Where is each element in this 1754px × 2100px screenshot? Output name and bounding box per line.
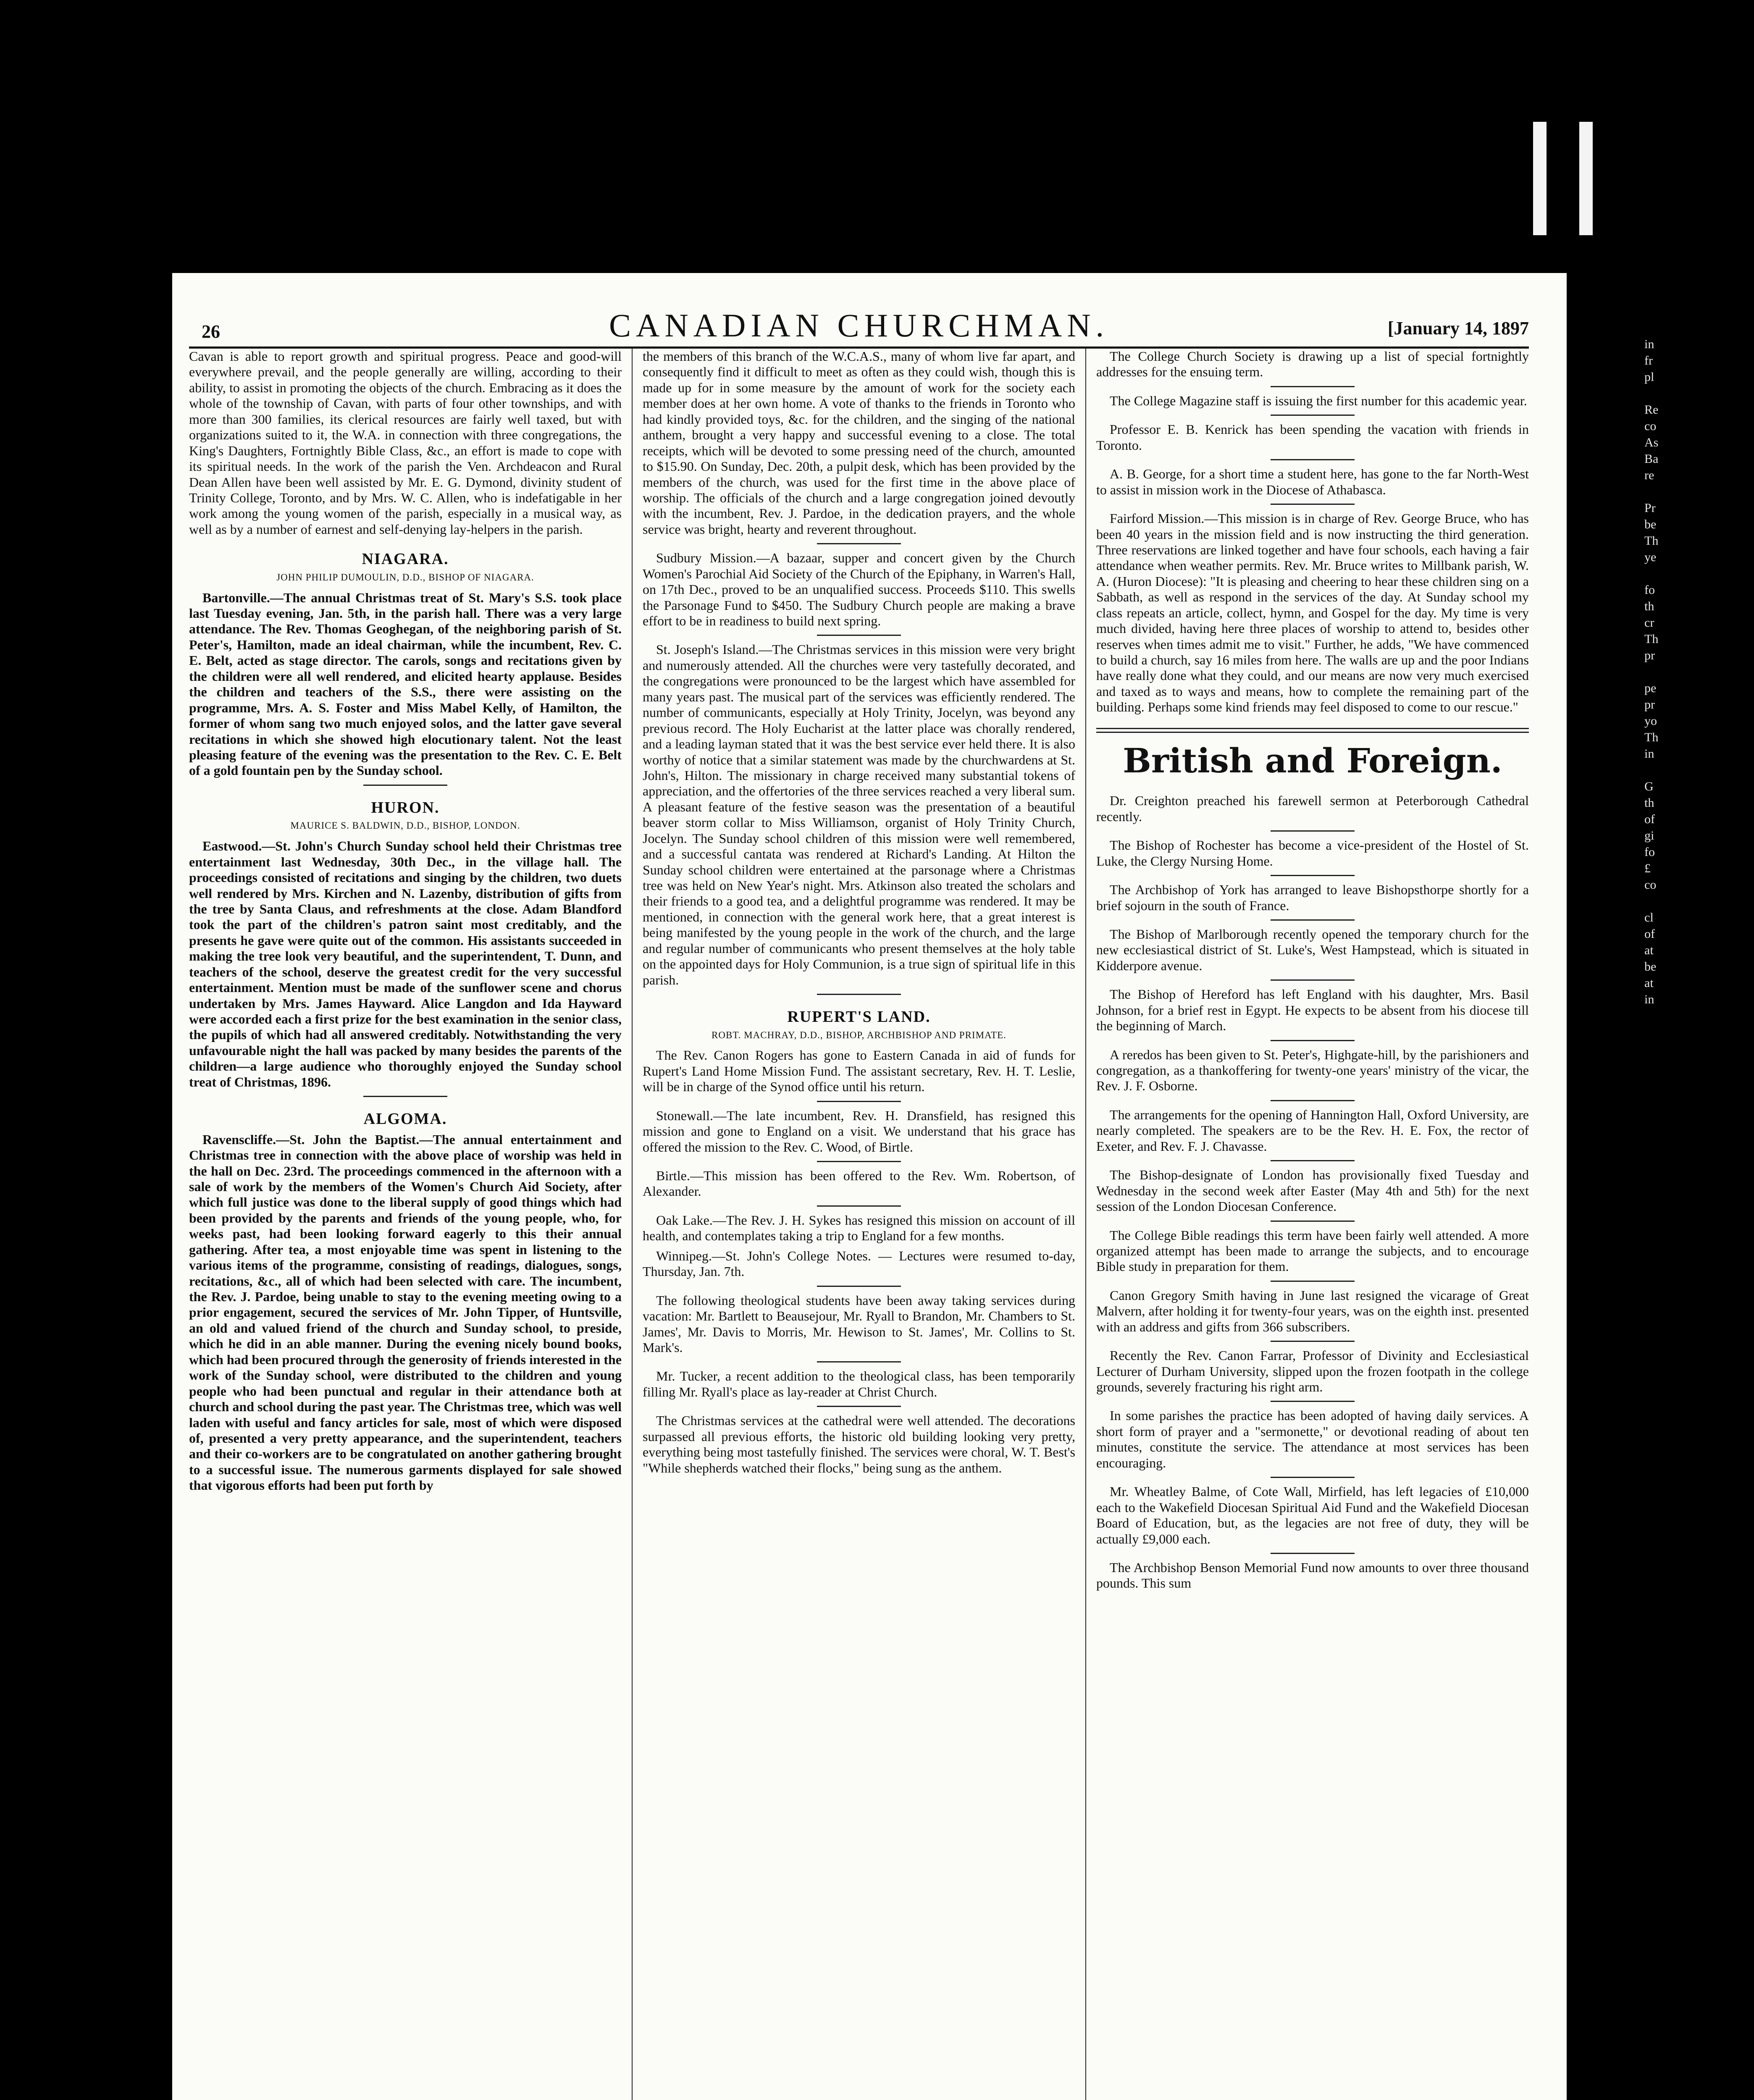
divider <box>817 543 901 544</box>
divider <box>1271 979 1355 981</box>
divider <box>817 1361 901 1362</box>
scan-bar-top-left <box>1533 122 1547 235</box>
divider <box>363 1096 447 1097</box>
article-benson-memorial: The Archbishop Benson Memorial Fund now amounts to over three thousand pounds. This sum <box>1096 1559 1529 1591</box>
divider <box>817 635 901 636</box>
article-professor-kenrick: Professor E. B. Kenrick has been spending the vacation with friends in Toronto. <box>1096 422 1529 453</box>
divider <box>817 994 901 995</box>
article-daily-services: In some parishes the practice has been adopted of having daily services. A short form of prayer and a "sermonette," or devotional reading of about ten minutes, constitute the service. The attendance at most services has been encouraging. <box>1096 1408 1529 1470</box>
article-cathedral: The Christmas services at the cathedral were well attended. The decorations surpassed all previous efforts, the historic old building looking very pretty, everything being most tastefully finished. The services were choral, W. T. Best's "While shepherds watched their flocks," being sung as the anthem. <box>643 1413 1075 1475</box>
divider <box>817 1406 901 1407</box>
column-1 <box>189 349 622 2100</box>
divider <box>1271 1160 1355 1161</box>
article-eastwood: Eastwood.—St. John's Church Sunday school held their Christmas tree entertainment last Wednesday, 30th Dec., in the village hall. The proceedings consisted of recitations and singing by the children, two duets well rendered by Mrs. Kirchen and N. Lazenby, distribution of gifts from the tree by Santa Claus, and refreshments at the close. Adam Blandford took the part of the children's patron saint most creditably, and the presents he gave were quite out of the common. His assistants succeeded in making the tree look very beautiful, and the superintendent, T. Dunn, and teachers of the school, deserve the greatest credit for the very successful entertainment. Mention must be made of the sunflower scene and chorus undertaken by Mrs. James Hayward. Alice Langdon and Ida Hayward were accorded each a first prize for the best examination in the senior class, the pupils of which had all answered creditably. Notwithstanding the very unfavourable night the hall was packed by many besides the parents of the children—a large audience who thoroughly enjoyed the Sunday school treat of Christmas, 1896. <box>189 838 622 1089</box>
divider <box>1271 1553 1355 1554</box>
bishop-line-huron: MAURICE S. BALDWIN, D.D., BISHOP, LONDON. <box>290 820 520 831</box>
next-page-fragment: in fr pl Re co As Ba re Pr be Th ye fo th cr Th pr pe pr yo Th in G th of gi fo £ co cl of at be at in <box>1644 337 1659 1006</box>
divider <box>1271 919 1355 921</box>
divider <box>1271 504 1355 505</box>
divider <box>817 1286 901 1287</box>
article-birtle: Birtle.—This mission has been offered to the Rev. Wm. Robertson, of Alexander. <box>643 1168 1075 1199</box>
article-college-church-society: The College Church Society is drawing up a list of special fortnightly addresses for the ensuing term. <box>1096 349 1529 380</box>
section-heading-niagara: NIAGARA. <box>362 550 449 568</box>
issue-date: [January 14, 1897 <box>1387 318 1529 339</box>
bishop-line-niagara: JOHN PHILIP DUMOULIN, D.D., BISHOP OF NIAGARA. <box>276 572 534 583</box>
article-cavan: Cavan is able to report growth and spiritual progress. Peace and good-will everywhere prevail, and the people generally are willing, according to their ability, to assist in promoting the objects of the church. Embracing as it does the whole of the township of Cavan, with parts of four other townships, and with more than 300 families, its clerical resources are fairly well taxed, but with organizations suited to it, the W.A. in connection with three congregations, the King's Daughters, Fortnightly Bible Class, &c., an effort is made to cope with its spiritual needs. In the work of the parish the Ven. Archdeacon and Rural Dean Allen have been well assisted by Mr. E. G. Dymond, divinity student of Trinity College, Toronto, and by Mrs. W. C. Allen, who is indefatigable in her work among the young women of the parish, especially in a musical way, as well as by a number of earnest and self-denying lay-helpers in the parish. <box>189 349 622 537</box>
article-mr-tucker: Mr. Tucker, a recent addition to the theological class, has been temporarily filling Mr. Ryall's place as lay-reader at Christ Church. <box>643 1368 1075 1399</box>
article-oak-lake: Oak Lake.—The Rev. J. H. Sykes has resigned this mission on account of ill health, and contemplates taking a trip to England for a few months. <box>643 1212 1075 1244</box>
article-students: The following theological students have been away taking services during vacation: Mr. Bartlett to Beausejour, Mr. Ryall to Brandon, Mr. Chambers to St. James', Mr. Davis to Morris, Mr. Hewison to St. James', Mr. Collins to St. Mark's. <box>643 1292 1075 1355</box>
article-marlborough: The Bishop of Marlborough recently opened the temporary church for the new ecclesiastical district of St. Luke's, West Hampstead, which is situated in Kidderpore avenue. <box>1096 926 1529 973</box>
divider <box>1271 459 1355 460</box>
article-rochester: The Bishop of Rochester has become a vice-president of the Hostel of St. Luke, the Clergy Nursing Home. <box>1096 837 1529 869</box>
divider <box>1271 386 1355 387</box>
article-hereford: The Bishop of Hereford has left England with his daughter, Mrs. Basil Johnson, for a brief rest in Egypt. He expects to be absent from his diocese till the beginning of March. <box>1096 987 1529 1034</box>
article-york: The Archbishop of York has arranged to leave Bishopsthorpe shortly for a brief sojourn in the south of France. <box>1096 882 1529 913</box>
article-bartonville: Bartonville.—The annual Christmas treat of St. Mary's S.S. took place last Tuesday evening, Jan. 5th, in the parish hall. There was a very large attendance. The Rev. Thomas Geoghegan, of the neighboring parish of St. Peter's, Hamilton, made an ideal chairman, while the incumbent, Rev. C. E. Belt, acted as stage director. The carols, songs and recitations given by the children were all well rendered, and elicited hearty applause. Besides the children and teachers of the S.S., there were assisting on the programme, Mrs. A. S. Foster and Miss Mabel Kelly, of Hamilton, the former of whom sang two much enjoyed solos, and the latter gave several recitations in which she showed high elocutionary talent. Not the least pleasing feature of the evening was the presentation to the Rev. C. E. Belt of a gold fountain pen by the Sunday school. <box>189 590 622 778</box>
section-heading-huron: HURON. <box>371 798 440 816</box>
article-canon-gregory-smith: Canon Gregory Smith having in June last resigned the vicarage of Great Malvern, after holding it for twenty-four years, was on the eighth inst. presented with an address and gifts from 366 subscribers. <box>1096 1287 1529 1334</box>
divider <box>1271 830 1355 832</box>
divider <box>1271 1477 1355 1478</box>
article-ravenscliffe: Ravenscliffe.—St. John the Baptist.—The annual entertainment and Christmas tree in connection with the above place of worship was held in the hall on Dec. 23rd. The proceedings commenced in the afternoon with a sale of work by the members of the Women's Church Aid Society, after which full justice was done to the liberal supply of good things which had been provided by the parents and friends of the young people, who, for weeks past, had been looking forward eagerly to this their annual gathering. After tea, a most enjoyable time was spent in listening to the various items of the programme, consisting of readings, dialogues, songs, recitations, &c., all of which had been selected with care. The incumbent, the Rev. J. Pardoe, being unable to stay to the evening meeting owing to a prior engagement, secured the services of Mr. John Tipper, of Huntsville, an old and valued friend of the church and Sunday school, to preside, which he did in an able manner. During the evening nicely bound books, which had been procured through the generosity of friends interested in the work of the Sunday school, were distributed to the children and young people who had been punctual and regular in their attendance both at church and school during the past year. The Christmas tree, which was well laden with useful and fancy articles for sale, most of which were disposed of, presented a very pretty appearance, and the superintendent, teachers and their co-workers are to be congratulated on another gathering brought to a successful issue. The numerous garments displayed for sale showed that vigorous efforts had been put forth by <box>189 1131 622 1493</box>
divider <box>817 1205 901 1207</box>
divider <box>817 1161 901 1162</box>
article-college-magazine: The College Magazine staff is issuing the first number for this academic year. <box>1110 393 1527 408</box>
article-creighton: Dr. Creighton preached his farewell sermon at Peterborough Cathedral recently. <box>1096 793 1529 824</box>
article-sudbury: Sudbury Mission.—A bazaar, supper and concert given by the Church Women's Parochial Aid Society of the Church of the Epiphany, in Warren's Hall, on 17th Dec., proved to be an unqualified success. Proceeds $110. This swells the Parsonage Fund to $450. The Sudbury Church people are making a brave effort to be in readiness to build next spring. <box>643 550 1075 628</box>
divider <box>817 1101 901 1102</box>
divider <box>1271 1341 1355 1342</box>
divider <box>1271 1281 1355 1282</box>
section-divider <box>1096 728 1529 733</box>
section-heading-ruperts-land: RUPERT'S LAND. <box>787 1008 931 1026</box>
article-stonewall: Stonewall.—The late incumbent, Rev. H. Dransfield, has resigned this mission and gone to England on a visit. We understand that his grace has offered the mission to the Rev. C. Wood, of Birtle. <box>643 1108 1075 1155</box>
scan-bar-top-right <box>1579 122 1593 235</box>
divider <box>1271 415 1355 416</box>
section-heading-british-foreign: British and Foreign. <box>1123 740 1502 780</box>
divider <box>363 785 447 786</box>
newspaper-page <box>172 273 1567 2100</box>
divider <box>1271 1100 1355 1101</box>
masthead-title: CANADIAN CHURCHMAN. <box>609 307 1109 344</box>
article-reredos: A reredos has been given to St. Peter's, Highgate-hill, by the parishioners and congregation, as a thankoffering for twenty-one years' ministry of the vicar, the Rev. J. F. Osborne. <box>1096 1047 1529 1094</box>
bishop-line-ruperts-land: ROBT. MACHRAY, D.D., BISHOP, ARCHBISHOP AND PRIMATE. <box>712 1029 1006 1040</box>
article-canon-rogers: The Rev. Canon Rogers has gone to Eastern Canada in aid of funds for Rupert's Land Home Mission Fund. The assistant secretary, Rev. H. T. Leslie, will be in charge of the Synod office until his return. <box>643 1047 1075 1095</box>
article-columns <box>189 349 1529 2100</box>
divider <box>1271 1040 1355 1041</box>
column-2 <box>632 349 1086 2100</box>
column-3 <box>1096 349 1529 2100</box>
article-london-conference: The Bishop-designate of London has provisionally fixed Tuesday and Wednesday in the second week after Easter (May 4th and 5th) for the next session of the London Diocesan Conference. <box>1096 1167 1529 1214</box>
article-ravenscliffe-cont: the members of this branch of the W.C.A.S., many of whom live far apart, and consequently find it difficult to meet as often as they could wish, though this is made up for in some measure by the amount of work for the society each member does at her own home. A vote of thanks to the friends in Toronto who had kindly provided toys, &c. for the children, and the singing of the national anthem, brought a very happy and successful evening to a close. The total receipts, which will be devoted to some pressing need of the church, amounted to $15.90. On Sunday, Dec. 20th, a pulpit desk, which has been provided by the members of the church, was used for the first time in the above place of worship. The officials of the church and a large congregation joined devoutly with the incumbent, Rev. J. Pardoe, in the dedication prayers, and the whole service was bright, hearty and reverent throughout. <box>643 349 1075 537</box>
article-wheatley-balme: Mr. Wheatley Balme, of Cote Wall, Mirfield, has left legacies of £10,000 each to the Wakefield Diocesan Spiritual Aid Fund and the Wakefield Diocesan Board of Education, but, as the legacies are not free of duty, they will be actually £9,000 each. <box>1096 1484 1529 1546</box>
section-heading-algoma: ALGOMA. <box>363 1110 447 1128</box>
article-bible-readings: The College Bible readings this term have been fairly well attended. A more organized attempt has been made to arrange the subjects, and to encourage Bible study in preparation for them. <box>1096 1227 1529 1274</box>
article-ab-george: A. B. George, for a short time a student here, has gone to the far North-West to assist in mission work in the Diocese of Athabasca. <box>1096 466 1529 497</box>
page-number: 26 <box>202 321 220 342</box>
divider <box>1271 1221 1355 1222</box>
page-header <box>189 302 1529 349</box>
divider <box>1271 875 1355 876</box>
article-hannington-hall: The arrangements for the opening of Hannington Hall, Oxford University, are nearly completed. The speakers are to be the Rev. H. E. Fox, the rector of Exeter, and Rev. F. J. Chavasse. <box>1096 1107 1529 1154</box>
article-st-josephs-island: St. Joseph's Island.—The Christmas services in this mission were very bright and numerously attended. All the churches were very tastefully decorated, and the congregations were pronounced to be the largest which have assembled for many years past. The musical part of the services was efficiently rendered. The number of communicants, especially at Holy Trinity, Jocelyn, was beyond any previous record. The Holy Eucharist at the latter place was chorally rendered, and a leading layman stated that it was the best service ever held there. It is also worthy of notice that a similar statement was made by the churchwardens at St. John's, Hilton. The missionary in charge received many substantial tokens of appreciation, and the offertories of the three services reached a very liberal sum. A pleasant feature of the festive season was the presentation of a beautiful beaver storm collar to Miss Williamson, organist of Holy Trinity Church, Jocelyn. The Sunday school children of this mission were well remembered, and a successful cantata was rendered at Richard's Landing. At Hilton the Sunday school children were entertained at the parsonage where a Christmas tree was held on New Year's night. Mrs. Atkinson also treated the scholars and their friends to a good tea, and a delightful programme was rendered. It may be mentioned, in connection with the general work here, that a great interest is being manifested by the young people in the work of the church, and the large and regular number of communicants who present themselves at the holy table on the appointed days for Holy Communion, is a true sign of spiritual life in this parish. <box>643 642 1075 987</box>
article-canon-farrar: Recently the Rev. Canon Farrar, Professor of Divinity and Ecclesiastical Lecturer of Durham University, slipped upon the frozen footpath in the college grounds, severely fracturing his right arm. <box>1096 1348 1529 1395</box>
article-fairford-mission: Fairford Mission.—This mission is in charge of Rev. George Bruce, who has been 40 years in the mission field and is now instructing the third generation. Three reservations are linked together and have four schools, each having a fair attendance when weather permits. Rev. Mr. Bruce writes to Millbank parish, W. A. (Huron Diocese): "It is pleasing and cheering to hear these children sing on a Sabbath, as well as respond in the services of the day. At Sunday school my class repeats an article, collect, hymn, and Gospel for the day. My time is very much divided, having here three places of worship to attend to, besides other reserves when times admit me to visit." Further, he adds, "We have commenced to build a church, say 16 miles from here. The walls are up and the poor Indians have really done what they could, and our means are now very much exercised and taxed as to ways and means, how to complete the remaining part of the building. Perhaps some kind friends may feel disposed to come to our rescue." <box>1096 511 1529 715</box>
article-winnipeg: Winnipeg.—St. John's College Notes. — Lectures were resumed to-day, Thursday, Jan. 7th. <box>643 1248 1075 1279</box>
divider <box>1271 1401 1355 1402</box>
